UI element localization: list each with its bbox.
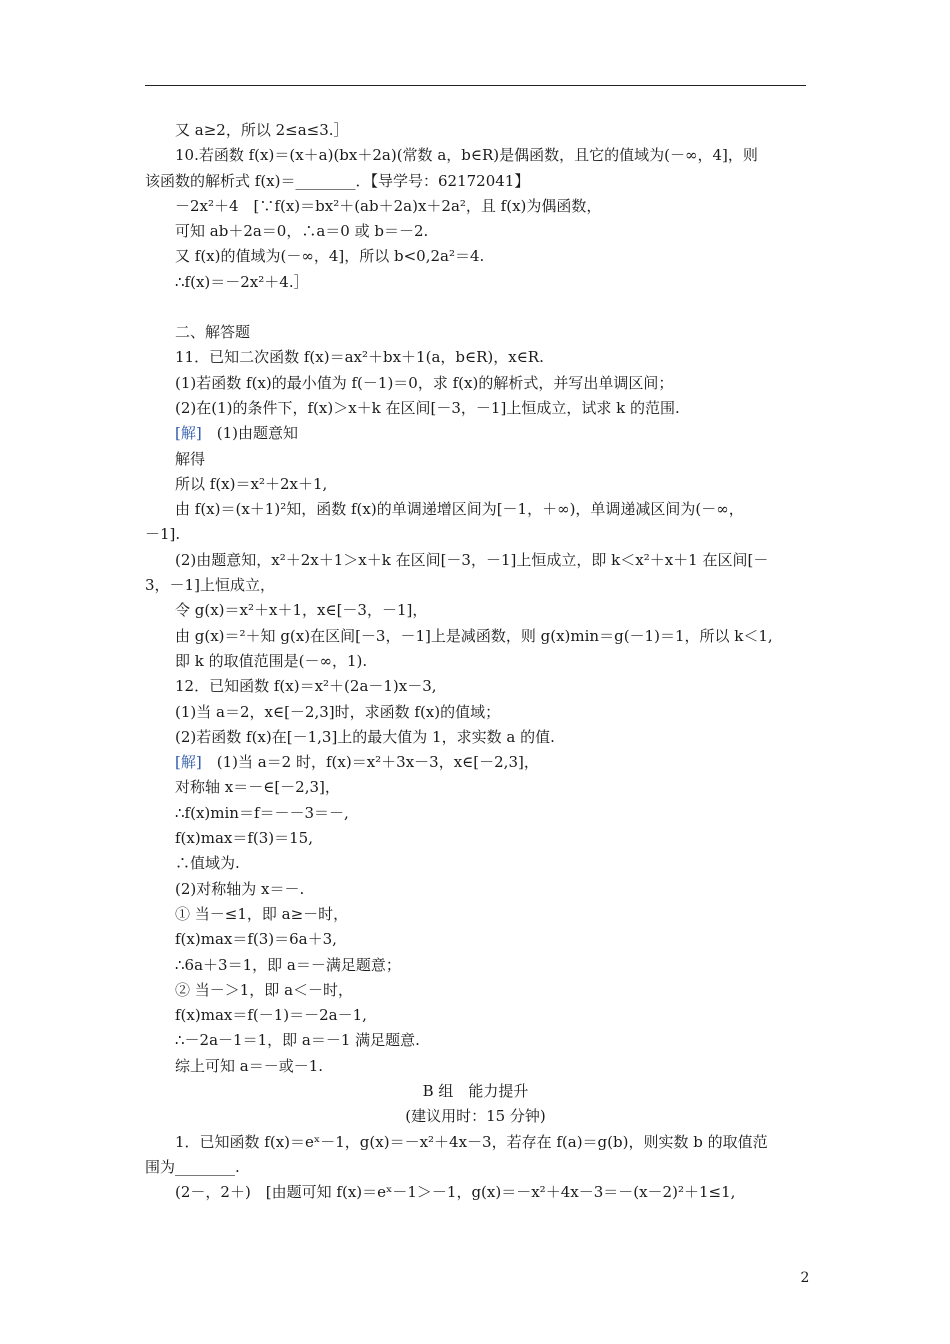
text-line bbox=[145, 801, 806, 826]
text-line bbox=[145, 1180, 806, 1205]
line-text: ∴f(x)＝－2x²＋4.］ bbox=[175, 272, 309, 291]
text-line bbox=[145, 1028, 806, 1053]
text-line bbox=[145, 1079, 806, 1104]
text-line bbox=[145, 497, 806, 522]
text-line bbox=[145, 725, 806, 750]
line-text: 11．已知二次函数 f(x)＝ax²＋bx＋1(a，b∈R)，x∈R. bbox=[175, 348, 544, 367]
line-text: 二、解答题 bbox=[175, 323, 251, 342]
line-text: 由 f(x)＝(x＋1)²知，函数 f(x)的单调递增区间为[－1，＋∞)，单调递减区间为(－∞， bbox=[175, 500, 744, 519]
line-text: (1)若函数 f(x)的最小值为 f(－1)＝0，求 f(x)的解析式，并写出单调区间； bbox=[175, 373, 674, 392]
text-line bbox=[145, 851, 806, 876]
text-line bbox=[145, 118, 806, 143]
text-line bbox=[145, 421, 806, 446]
line-text: (2)由题意知，x²＋2x＋1＞x＋k 在区间[－3，－1]上恒成立，即 k＜x²＋x＋1 在区间[－ bbox=[175, 550, 769, 569]
text-line bbox=[145, 598, 806, 623]
line-text: (1)当 a＝2，x∈[－2,3]时，求函数 f(x)的值域； bbox=[175, 702, 501, 721]
text-line bbox=[145, 877, 806, 902]
text-line bbox=[145, 953, 806, 978]
line-text: ∴值域为. bbox=[175, 854, 240, 873]
text-line bbox=[145, 345, 806, 370]
line-text: －1]. bbox=[145, 525, 181, 544]
text-line bbox=[145, 447, 806, 472]
text-line bbox=[145, 573, 806, 598]
line-text: ① 当－≤1，即 a≥－时， bbox=[175, 904, 349, 923]
header-rule bbox=[145, 85, 806, 86]
text-line bbox=[145, 194, 806, 219]
solution-tag: [解] bbox=[175, 753, 202, 772]
line-text: ∴f(x)min＝f＝－－3＝－, bbox=[175, 803, 349, 822]
line-text: (2)对称轴为 x＝－. bbox=[175, 879, 305, 898]
line-text: 12．已知函数 f(x)＝x²＋(2a－1)x－3, bbox=[175, 677, 437, 696]
text-line bbox=[145, 674, 806, 699]
line-text: ∴6a＋3＝1，即 a＝－满足题意； bbox=[175, 955, 401, 974]
page-number: 2 bbox=[800, 1270, 810, 1286]
document-body bbox=[145, 118, 806, 1205]
line-text: 即 k 的取值范围是(－∞，1). bbox=[175, 651, 368, 670]
text-line bbox=[145, 649, 806, 674]
text-line bbox=[145, 1155, 806, 1180]
line-text: f(x)max＝f(3)＝6a＋3, bbox=[175, 930, 337, 949]
line-text: ② 当－＞1，即 a＜－时， bbox=[175, 980, 354, 999]
text-line bbox=[145, 548, 806, 573]
line-text: 10.若函数 f(x)＝(x＋a)(bx＋2a)(常数 a，b∈R)是偶函数，且它的值域为(－∞，4]，则 bbox=[175, 146, 758, 165]
text-line bbox=[145, 522, 806, 547]
text-line bbox=[145, 1003, 806, 1028]
paragraph-gap bbox=[145, 295, 806, 320]
line-text: (2－，2＋) [由题可知 f(x)＝eˣ－1＞－1，g(x)＝－x²＋4x－3＝－(x－2)²＋1≤1, bbox=[175, 1183, 736, 1202]
text-line bbox=[145, 826, 806, 851]
line-text: 由 g(x)＝²＋知 g(x)在区间[－3，－1]上是减函数，则 g(x)min＝g(－1)＝1，所以 k＜1, bbox=[175, 626, 773, 645]
text-line bbox=[145, 270, 806, 295]
text-line bbox=[145, 624, 806, 649]
text-line bbox=[145, 700, 806, 725]
line-text: f(x)max＝f(－1)＝－2a－1, bbox=[175, 1006, 367, 1025]
text-line bbox=[145, 775, 806, 800]
line-text: －2x²＋4 [∵f(x)＝bx²＋(ab＋2a)x＋2a²，且 f(x)为偶函数， bbox=[175, 196, 602, 215]
line-text: 3，－1]上恒成立， bbox=[145, 576, 275, 595]
line-text: 所以 f(x)＝x²＋2x＋1, bbox=[175, 474, 328, 493]
line-text: 该函数的解析式 f(x)＝________．【导学号：62172041】 bbox=[145, 171, 530, 190]
line-text: f(x)max＝f(3)＝15, bbox=[175, 829, 313, 848]
text-line bbox=[145, 219, 806, 244]
text-line bbox=[145, 1104, 806, 1129]
text-line bbox=[145, 902, 806, 927]
solution-tag: [解] bbox=[175, 424, 202, 443]
line-text: 可知 ab＋2a＝0，∴a＝0 或 b＝－2. bbox=[175, 222, 429, 241]
line-text: 又 a≥2，所以 2≤a≤3.］ bbox=[175, 121, 349, 139]
line-text: 1．已知函数 f(x)＝eˣ－1，g(x)＝－x²＋4x－3，若存在 f(a)＝g(b)，则实数 b 的取值范 bbox=[175, 1132, 768, 1151]
text-line bbox=[145, 244, 806, 269]
text-line bbox=[145, 750, 806, 775]
text-line bbox=[145, 978, 806, 1003]
line-text: 又 f(x)的值域为(－∞，4]，所以 b<0,2a²＝4. bbox=[175, 247, 485, 266]
line-text: ∴－2a－1＝1，即 a＝－1 满足题意. bbox=[175, 1031, 420, 1050]
line-text: 对称轴 x＝－∈[－2,3]， bbox=[175, 778, 340, 797]
line-text: B 组 能力提升 bbox=[422, 1081, 529, 1100]
text-line bbox=[145, 320, 806, 345]
line-text: 围为________. bbox=[145, 1157, 240, 1176]
text-line bbox=[145, 1130, 806, 1155]
line-text: (2)在(1)的条件下，f(x)＞x＋k 在区间[－3，－1]上恒成立，试求 k 的范围. bbox=[175, 398, 680, 417]
text-line bbox=[145, 143, 806, 168]
text-line bbox=[145, 371, 806, 396]
line-text: 解得 bbox=[175, 449, 206, 468]
text-line bbox=[145, 927, 806, 952]
line-text: (1)当 a＝2 时，f(x)＝x²＋3x－3，x∈[－2,3]， bbox=[201, 753, 539, 772]
text-line bbox=[145, 472, 806, 497]
text-line bbox=[145, 1054, 806, 1079]
line-text: (1)由题意知 bbox=[201, 424, 298, 443]
line-text: 令 g(x)＝x²＋x＋1，x∈[－3，－1]， bbox=[175, 601, 428, 620]
line-text: (2)若函数 f(x)在[－1,3]上的最大值为 1，求实数 a 的值. bbox=[175, 727, 555, 746]
line-text: (建议用时：15 分钟) bbox=[405, 1107, 546, 1126]
text-line bbox=[145, 169, 806, 194]
text-line bbox=[145, 396, 806, 421]
line-text: 综上可知 a＝－或－1. bbox=[175, 1056, 324, 1075]
